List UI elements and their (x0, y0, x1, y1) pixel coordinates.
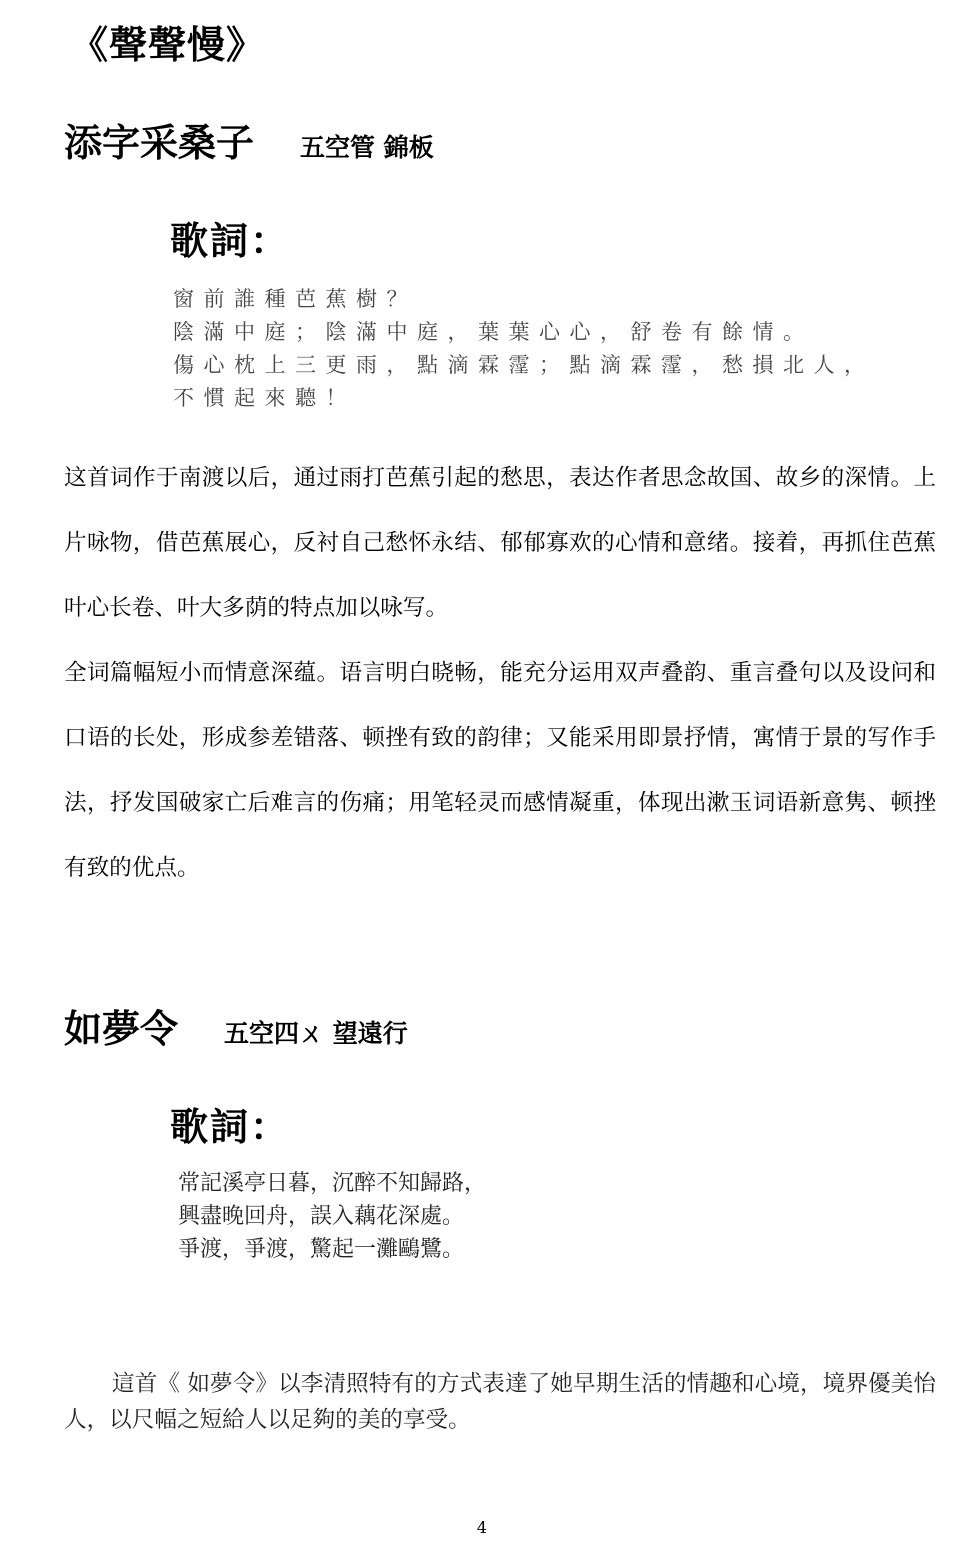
lyrics-line: 興盡晚回舟，誤入藕花深處。 (178, 1204, 465, 1229)
lyrics-line: 陰滿中庭；陰滿中庭，葉葉心心，舒卷有餘情。 (173, 320, 814, 344)
song1-title: 添字采桑子 (64, 121, 255, 165)
song2-lyrics-heading: 歌詞： (170, 1105, 291, 1149)
song1-lyrics (173, 283, 875, 415)
song2-heading (64, 998, 408, 1053)
song2-commentary: 這首《 如夢令》以李清照特有的方式表達了她早期生活的情趣和心境，境界優美怡人，以尺幅之短給人以足夠的美的享受。 (64, 1371, 936, 1433)
commentary-paragraph: 全词篇幅短小而情意深蕴。语言明白晓畅，能充分运用双声叠韵、重言叠句以及设问和口语的长处，形成参差错落、顿挫有致的韵律；又能采用即景抒情，寓情于景的写作手法，抒发国破家亡后难言的伤痛；用笔轻灵而感情凝重，体现出漱玉词语新意隽、顿挫有致的优点。 (64, 660, 936, 881)
song1-heading (64, 112, 434, 167)
commentary-paragraph: 这首词作于南渡以后，通过雨打芭蕉引起的愁思，表达作者思念故国、故乡的深情。上片咏物，借芭蕉展心，反衬自己愁怀永结、郁郁寡欢的心情和意绪。接着，再抓住芭蕉叶心长卷、叶大多荫的特点加以咏写。 (64, 465, 936, 621)
lyrics-line: 常記溪亭日暮，沉醉不知歸路， (178, 1171, 487, 1196)
lyrics-line: 窗前誰種芭蕉樹？ (173, 287, 417, 311)
song2-lyrics (178, 1167, 486, 1266)
page-number: 4 (476, 1518, 488, 1537)
song1-commentary (64, 446, 936, 901)
song2-title: 如夢令 (64, 1007, 179, 1051)
lyrics-line: 傷心枕上三更雨，點滴霖霪；點滴霖霪，愁損北人， (173, 353, 875, 377)
song2-meta: 五空四ㄨ 望遠行 (224, 1019, 408, 1048)
song1-meta: 五空管 錦板 (300, 133, 434, 162)
song1-lyrics-heading: 歌詞： (170, 219, 291, 263)
lyrics-line: 爭渡，爭渡，驚起一灘鷗鷺。 (178, 1237, 465, 1262)
document-title: 《聲聲慢》 (70, 23, 266, 67)
lyrics-line: 不慣起來聽！ (173, 386, 356, 410)
